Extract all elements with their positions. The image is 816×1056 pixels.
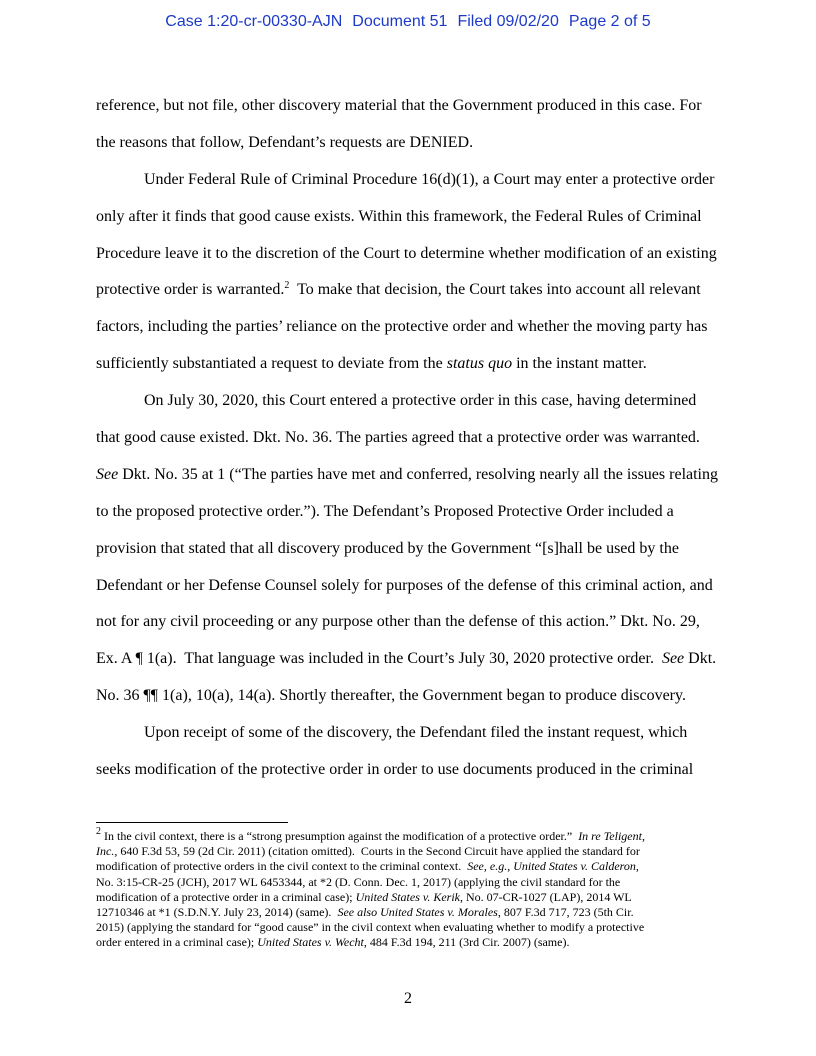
signal-see: See [96,465,119,483]
text-run: , 484 F.3d 194, 211 (3rd Cir. 2007) (same). [363,935,570,950]
paragraph-2-line: Procedure leave it to the discretion of the Court to determine whether modification of an existing [96,244,717,262]
footnote-ref[interactable]: 2 [284,280,290,292]
footnote-line [96,826,720,844]
paragraph-3-line: No. 36 ¶¶ 1(a), 10(a), 14(a). Shortly thereafter, the Government began to produce discovery. [96,687,686,705]
paragraph-2-line [96,272,720,309]
paragraph-2-line: Under Federal Rule of Criminal Procedure 16(d)(1), a Court may enter a protective order [144,170,715,188]
case-name: Inc., [96,844,118,859]
paragraph-3-line: not for any civil proceeding or any purpose other than the defense of this action.” Dkt. No. 29, [96,613,700,631]
paragraph-2-line [96,346,720,383]
footnote-2 [96,826,720,951]
paragraph-3-line [96,457,720,494]
signal-see: See [661,650,685,668]
paragraph-4-line: Upon receipt of some of the discovery, the Defendant filed the instant request, which [144,724,688,742]
paragraph-3-line: to the proposed protective order.”). The Defendant’s Proposed Protective Order included a [96,502,674,520]
footnote-line: 2015) (applying the standard for “good cause” in the civil context when evaluating whether to modify a protective [96,920,645,935]
text-run: , [635,859,639,874]
text-run: sufficiently substantiated a request to deviate from the [96,355,447,373]
paragraph-1-line: the reasons that follow, Defendant’s requests are DENIED. [96,133,474,151]
text-run: , [507,859,514,874]
footnote-line [96,905,720,920]
text-run: 12710346 at *1 (S.D.N.Y. July 23, 2014) (same). [96,904,338,919]
signal-see-eg: See, e.g. [467,859,508,874]
case-name: United States v. Kerik [355,889,460,904]
case-name: In re Teligent, [578,829,645,843]
italic-term: status quo [446,355,513,373]
text-run: modification of protective orders in the civil context to the criminal context. [96,859,468,874]
text-run: 640 F.3d 53, 59 (2d Cir. 2011) (citation omitted). Courts in the Second Circuit have applied the standard for [117,844,640,859]
filed-date: Filed 09/02/20 [457,13,559,30]
case-name: See also United States v. Morales [337,904,498,919]
footnote-line [96,859,720,874]
text-run: Ex. A ¶ 1(a). That language was included in the Court’s July 30, 2020 protective order. [96,650,662,668]
case-name: United States v. Wecht [257,935,364,950]
body-text [96,88,720,789]
paragraph-2-line: only after it finds that good cause exists. Within this framework, the Federal Rules of Criminal [96,207,702,225]
footnote-line: No. 3:15-CR-25 (JCH), 2017 WL 6453344, at *2 (D. Conn. Dec. 1, 2017) (applying the civil standard for the [96,874,621,889]
case-number: Case 1:20-cr-00330-AJN [165,13,343,30]
text-run: , No. 07-CR-1027 (LAP), 2014 WL [459,889,632,904]
text-run: , 807 F.3d 717, 723 (5th Cir. [497,904,634,919]
page-number: 2 [404,990,412,1007]
ecf-header [0,13,816,31]
paragraph-4-line: seeks modification of the protective order in order to use documents produced in the criminal [96,761,694,779]
paragraph-3-line: Defendant or her Defense Counsel solely for purposes of the defense of this criminal action, and [96,576,713,594]
text-run: in the instant matter. [512,355,647,373]
footnote-line [96,935,720,950]
footnote-line [96,844,720,859]
footnote-divider [96,822,288,823]
text-run: modification of a protective order in a criminal case); [96,889,356,904]
footnote-marker: 2 [96,826,101,837]
page-indicator: Page 2 of 5 [568,13,651,30]
paragraph-3-line: provision that stated that all discovery produced by the Government “[s]hall be used by the [96,539,679,557]
document-number: Document 51 [352,13,448,30]
paragraph-3-line: that good cause existed. Dkt. No. 36. The parties agreed that a protective order was warranted. [96,429,700,447]
paragraph-3-line [96,641,720,678]
paragraph-2-line: factors, including the parties’ reliance on the protective order and whether the moving party has [96,318,708,336]
text-run: Dkt. [684,650,717,668]
paragraph-1-line: reference, but not file, other discovery material that the Government produced in this case. For [96,97,702,114]
text-run: In the civil context, there is a “strong presumption against the modification of a protective order.” [101,829,579,843]
text-run: Dkt. No. 35 at 1 (“The parties have met and conferred, resolving nearly all the issues relating [118,465,718,483]
footnote-line [96,890,720,905]
paragraph-3-line: On July 30, 2020, this Court entered a protective order in this case, having determined [144,392,697,410]
text-run: To make that decision, the Court takes into account all relevant [289,281,701,299]
case-name: United States v. Calderon [513,859,636,874]
text-run: order entered in a criminal case); [96,935,258,950]
text-run: protective order is warranted. [96,281,285,299]
